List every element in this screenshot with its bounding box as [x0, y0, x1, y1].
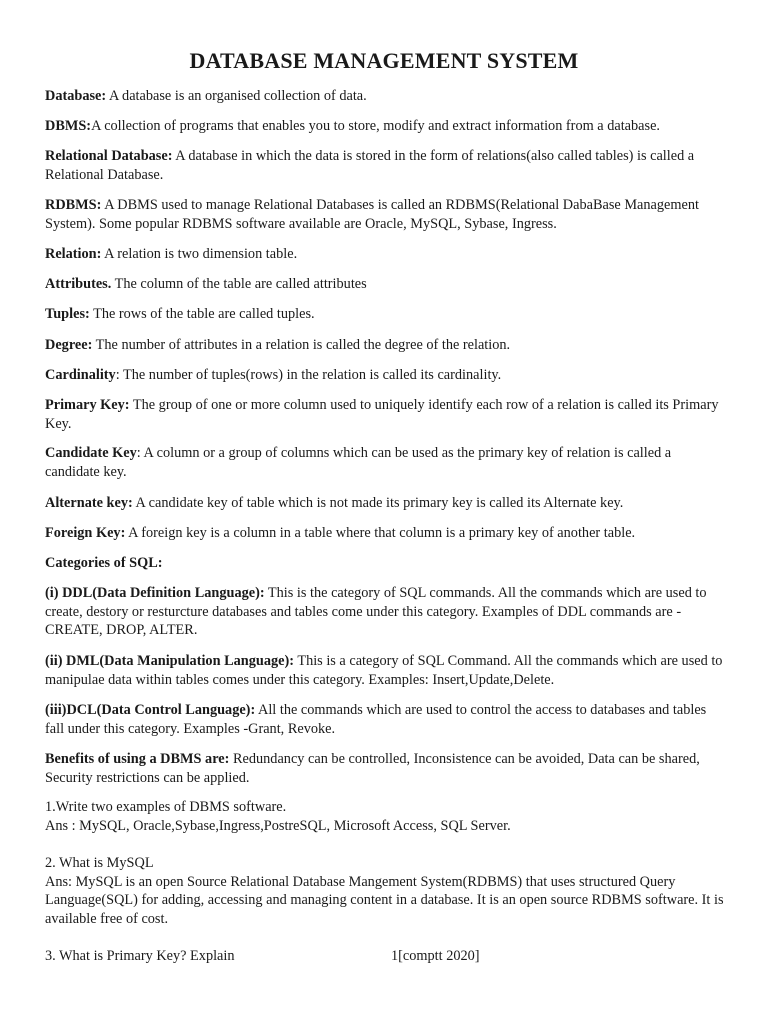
- answer-text: Ans : MySQL, Oracle,Sybase,Ingress,PostreSQL, Microsoft Access, SQL Server.: [45, 817, 511, 834]
- term: (ii) DML(Data Manipulation Language):: [45, 653, 295, 669]
- definition-text: A collection of programs that enables you to store, modify and extract information from a database.: [91, 118, 661, 134]
- term: Relational Database:: [45, 148, 173, 164]
- definition-text: A database is an organised collection of data.: [106, 88, 367, 104]
- definition-relation: [45, 245, 725, 264]
- question-text: 2. What is MySQL: [45, 855, 154, 871]
- definition-text: The number of attributes in a relation is called the degree of the relation.: [92, 337, 511, 353]
- definition-foreign-key: [45, 524, 725, 543]
- term: Relation:: [45, 246, 102, 262]
- definition-text: A database in which the data is stored in the form of relations(also called tables) is called a Relational Database.: [45, 148, 695, 183]
- question-2: [45, 854, 725, 928]
- definition-text: A DBMS used to manage Relational Databases is called an RDBMS(Relational DabaBase Management System). Some popular RDBMS software available are Oracle, MySQL, Sybase, Ingress.: [45, 197, 699, 232]
- definition-dbms: [45, 117, 725, 136]
- definition-rdbms: [45, 196, 725, 233]
- heading-text: Categories of SQL:: [45, 555, 163, 571]
- term: Tuples:: [45, 306, 90, 322]
- term: Alternate key:: [45, 495, 133, 511]
- sql-category-ddl: [45, 584, 725, 640]
- definition-alternate-key: [45, 494, 725, 513]
- definition-primary-key: [45, 396, 725, 433]
- definition-text: : A column or a group of columns which can be used as the primary key of relation is called a candidate key.: [45, 445, 672, 480]
- term: Cardinality: [45, 367, 116, 383]
- term: (iii)DCL(Data Control Language):: [45, 702, 256, 718]
- term: Foreign Key:: [45, 525, 126, 541]
- definition-candidate-key: [45, 444, 725, 481]
- definition-attributes: [45, 275, 725, 294]
- definition-tuples: [45, 305, 725, 324]
- term: Primary Key:: [45, 397, 130, 413]
- definition-text: A relation is two dimension table.: [101, 246, 298, 262]
- term: DBMS:: [45, 118, 92, 134]
- definition-database: [45, 87, 725, 106]
- term: Degree:: [45, 337, 93, 353]
- definition-text: This is the category of SQL commands. All the commands which are used to create, destory or resturcture databases and tables come under this category. Examples of DDL commands are -CREATE, DROP, ALTER.: [45, 585, 707, 638]
- sql-categories-heading: [45, 554, 725, 573]
- sql-category-dcl: [45, 701, 725, 738]
- term: Candidate Key: [45, 445, 137, 461]
- sql-category-dml: [45, 652, 725, 689]
- definition-text: : The number of tuples(rows) in the relation is called its cardinality.: [115, 367, 502, 383]
- term: Benefits of using a DBMS are:: [45, 751, 230, 767]
- definition-text: Redundancy can be controlled, Inconsistence can be avoided, Data can be shared, Security restrictions can be applied.: [45, 751, 700, 786]
- definition-text: A foreign key is a column in a table where that column is a primary key of another table.: [125, 525, 636, 541]
- definition-relational-database: [45, 147, 725, 184]
- definition-text: All the commands which are used to control the access to databases and tables fall under this category. Examples -Grant, Revoke.: [45, 702, 707, 737]
- definition-text: The group of one or more column used to uniquely identify each row of a relation is called its Primary Key.: [45, 397, 719, 432]
- definition-cardinality: [45, 366, 725, 385]
- question-3: [45, 947, 725, 966]
- question-1: [45, 798, 725, 835]
- marks-reference: 1[comptt 2020]: [391, 948, 480, 964]
- definition-text: A candidate key of table which is not made its primary key is called its Alternate key.: [132, 495, 624, 511]
- term: (i) DDL(Data Definition Language):: [45, 585, 265, 601]
- dbms-benefits: [45, 750, 725, 787]
- page-title: DATABASE MANAGEMENT SYSTEM: [189, 48, 579, 73]
- question-text: 3. What is Primary Key? Explain: [45, 948, 235, 964]
- definition-degree: [45, 336, 725, 355]
- definition-text: The rows of the table are called tuples.: [89, 306, 315, 322]
- answer-text: Ans: MySQL is an open Source Relational Database Mangement System(RDBMS) that uses structured Query Language(SQL) for adding, accessing and managing content in a database. It is an open source RDBMS software. It is available free of cost.: [45, 873, 724, 927]
- question-text: 1.Write two examples of DBMS software.: [45, 799, 287, 815]
- term: Attributes.: [45, 276, 112, 292]
- definition-text: The column of the table are called attributes: [111, 276, 367, 292]
- definition-text: This is a category of SQL Command. All the commands which are used to manipulae data within tables comes under this category. Examples: Insert,Update,Delete.: [45, 653, 723, 688]
- term: Database:: [45, 88, 107, 104]
- term: RDBMS:: [45, 197, 102, 213]
